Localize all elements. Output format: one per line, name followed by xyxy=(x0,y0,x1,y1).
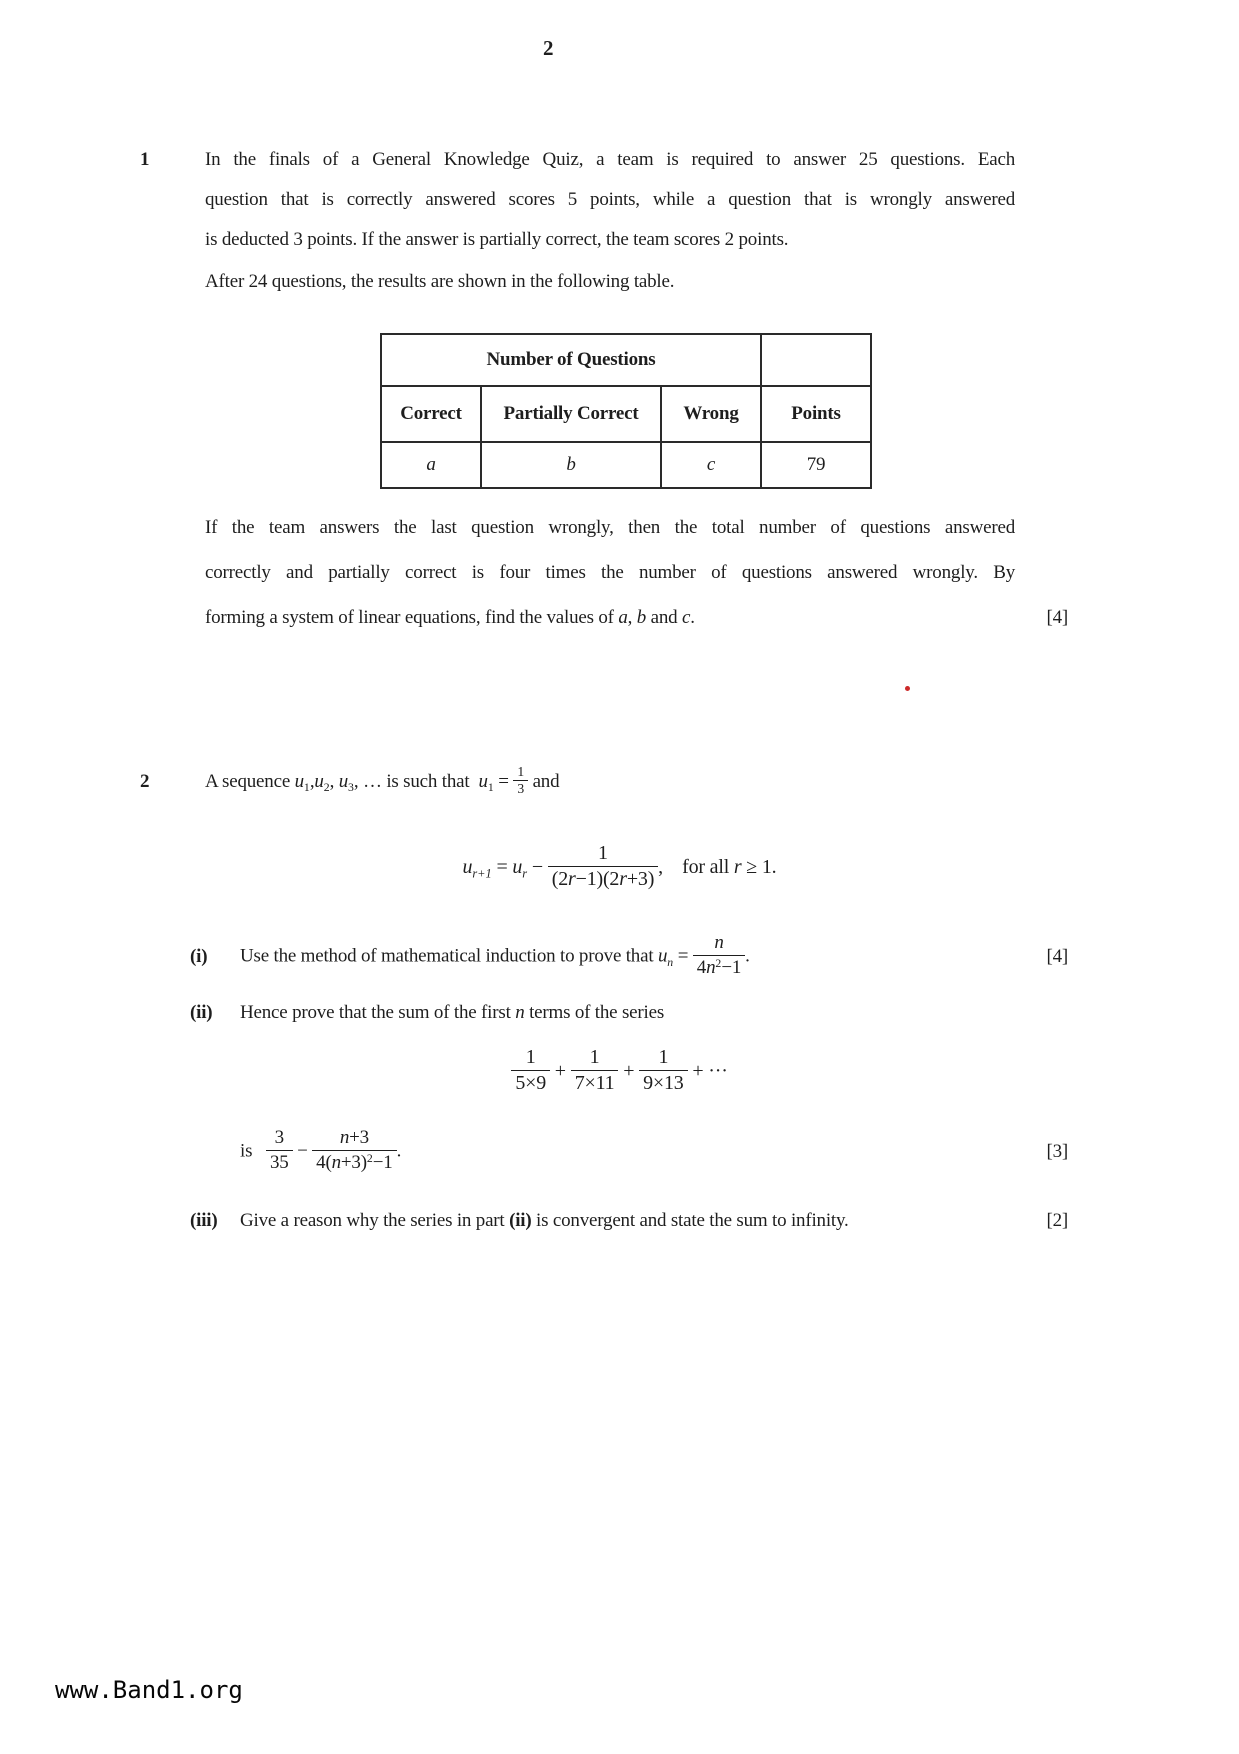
part-i-row xyxy=(190,918,1068,996)
series-expression-row xyxy=(0,1040,1239,1104)
q1-intro-line-1: In the finals of a General Knowledge Quiz, a team is required to answer 25 questions. Each xyxy=(205,149,1015,170)
q1-closing-line-3: forming a system of linear equations, find the values of a, b and c. xyxy=(205,607,695,628)
part-iii-label: (iii) xyxy=(190,1210,218,1231)
part-iii-text: Give a reason why the series in part (ii) is convergent and state the sum to infinity. xyxy=(240,1210,849,1231)
q1-closing-line-2: correctly and partially correct is four times the number of questions answered wrongly. By xyxy=(205,562,1015,583)
part-ii-text: Hence prove that the sum of the first n terms of the series xyxy=(240,1002,665,1023)
column-header-partially-correct: Partially Correct xyxy=(481,386,661,442)
cell-points-value: 79 xyxy=(761,442,871,488)
q2-intro-line: A sequence $u_1,u_2$, $u_3$, … is such that $u_1$ = $\frac{1}{3}$ and xyxy=(205,763,560,797)
cell-partially-correct-value: b xyxy=(481,442,661,488)
question-1-intro xyxy=(205,140,1015,260)
part-i-marks-badge: [4] xyxy=(1046,946,1068,967)
q1-intro-line-2: question that is correctly answered scores 5 points, while a question that is wrongly answered xyxy=(205,189,1015,210)
question-2-number: 2 xyxy=(140,771,150,792)
q1-closing-paragraph xyxy=(205,505,1068,640)
red-mark xyxy=(905,686,910,691)
part-i-label: (i) xyxy=(190,946,208,967)
cell-wrong-value: c xyxy=(661,442,761,488)
results-table xyxy=(380,333,872,489)
cell-correct-value: a xyxy=(381,442,481,488)
table-span-header: Number of Questions xyxy=(381,334,761,386)
part-ii-label: (ii) xyxy=(190,1002,213,1023)
page-number: 2 xyxy=(543,36,554,60)
part-i-text: Use the method of mathematical induction to prove that $u_n$ = $\frac{n}{4n^2-1}$ . xyxy=(240,931,750,978)
series-expression: $\frac{1}{5\times 9}$ + $\frac{1}{7\times 11}$ + $\frac{1}{9\times 13}$ + ··· xyxy=(511,1048,727,1097)
q1-closing-line-1: If the team answers the last question wrongly, then the total number of questions answered xyxy=(205,517,1015,538)
recurrence-equation-row xyxy=(0,830,1239,914)
q1-marks-badge: [4] xyxy=(1046,607,1068,628)
q1-after-line: After 24 questions, the results are shown in the following table. xyxy=(205,271,675,292)
part-iii-row xyxy=(190,1210,1068,1232)
column-header-wrong: Wrong xyxy=(661,386,761,442)
footer-site-url: www.Band1.org xyxy=(55,1676,243,1704)
recurrence-equation: $u_{r+1} = u_r$ − $\frac{1}{(2r-1)(2r+3)}$ , for all r ≥ 1. xyxy=(462,842,777,890)
question-1-number: 1 xyxy=(140,149,150,170)
column-header-points: Points xyxy=(761,386,871,442)
part-ii-result-row xyxy=(240,1112,1068,1192)
part-ii-row xyxy=(190,1002,1068,1024)
question-2 xyxy=(140,762,559,808)
column-header-correct: Correct xyxy=(381,386,481,442)
part-ii-result-expression: is $\frac{3}{35}$ − $\frac{n+3}{4(n+3)^2-1}$ . xyxy=(240,1126,402,1173)
part-iii-marks-badge: [2] xyxy=(1046,1210,1068,1231)
question-1 xyxy=(140,140,1015,260)
q1-intro-line-3: is deducted 3 points. If the answer is partially correct, the team scores 2 points. xyxy=(205,229,789,250)
table-empty-header-cell xyxy=(761,334,871,386)
part-ii-marks-badge: [3] xyxy=(1046,1141,1068,1162)
